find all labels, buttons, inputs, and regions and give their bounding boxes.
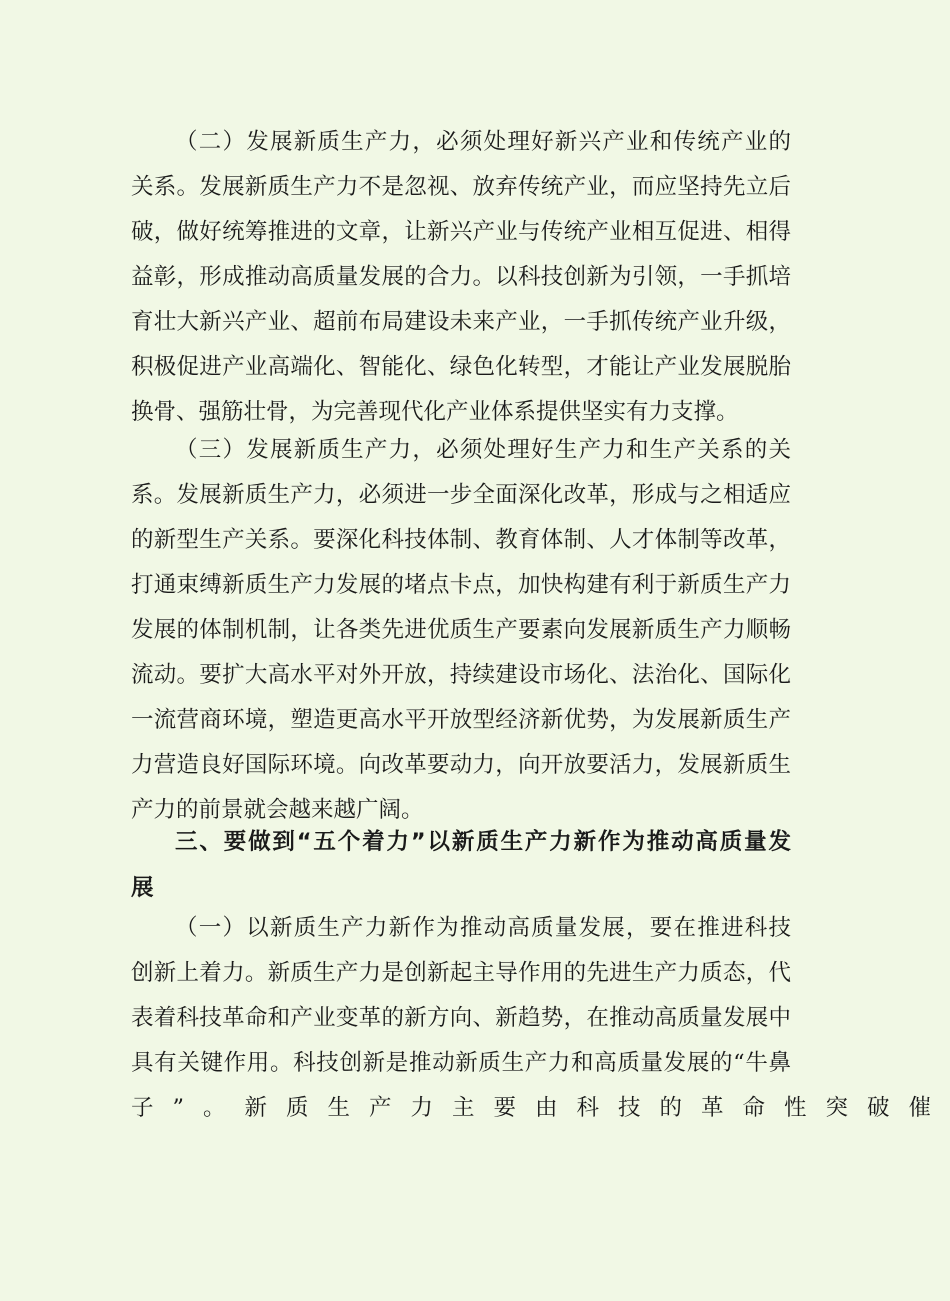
text-line: （三）发展新质生产力，必须处理好生产力和生产关系的关 bbox=[175, 437, 791, 463]
text-line: 表着科技革命和产业变革的新方向、新趋势，在推动高质量发展中 bbox=[131, 1005, 791, 1031]
text-line: 积极促进产业高端化、智能化、绿色化转型，才能让产业发展脱胎 bbox=[131, 354, 791, 380]
text-line: 打通束缚新质生产力发展的堵点卡点，加快构建有利于新质生产力 bbox=[131, 572, 791, 598]
paragraph-2 bbox=[131, 120, 791, 435]
heading-line: 展 bbox=[131, 875, 154, 901]
paragraph-4 bbox=[131, 906, 950, 1131]
text-line: 的新型生产关系。要深化科技体制、教育体制、人才体制等改革， bbox=[131, 527, 791, 553]
text-line: 换骨、强筋壮骨，为完善现代化产业体系提供坚实有力支撑。 bbox=[131, 399, 739, 425]
section-heading-3 bbox=[131, 819, 791, 911]
text-line: 益彰，形成推动高质量发展的合力。以科技创新为引领，一手抓培 bbox=[131, 264, 791, 290]
text-line: 力营造良好国际环境。向改革要动力，向开放要活力，发展新质生 bbox=[131, 752, 791, 778]
text-line: 一流营商环境，塑造更高水平开放型经济新优势，为发展新质生产 bbox=[131, 707, 791, 733]
text-line: 育壮大新兴产业、超前布局建设未来产业，一手抓传统产业升级， bbox=[131, 309, 791, 335]
paragraph-3 bbox=[131, 428, 791, 833]
text-line: 发展的体制机制，让各类先进优质生产要素向发展新质生产力顺畅 bbox=[131, 617, 791, 643]
text-line: 破，做好统筹推进的文章，让新兴产业与传统产业相互促进、相得 bbox=[131, 219, 791, 245]
text-line: 关系。发展新质生产力不是忽视、放弃传统产业，而应坚持先立后 bbox=[131, 174, 791, 200]
text-line: 流动。要扩大高水平对外开放，持续建设市场化、法治化、国际化 bbox=[131, 662, 791, 688]
text-line: 系。发展新质生产力，必须进一步全面深化改革，形成与之相适应 bbox=[131, 482, 791, 508]
text-line: 创新上着力。新质生产力是创新起主导作用的先进生产力质态，代 bbox=[131, 960, 791, 986]
text-line: 产力的前景就会越来越广阔。 bbox=[131, 797, 424, 823]
heading-line: 三、要做到“五个着力”以新质生产力新作为推动高质量发 bbox=[175, 829, 791, 855]
text-line: 具有关键作用。科技创新是推动新质生产力和高质量发展的“牛鼻 bbox=[131, 1050, 791, 1076]
text-line: （二）发展新质生产力，必须处理好新兴产业和传统产业的 bbox=[175, 129, 791, 155]
text-line: 子”。新质生产力主要由科技的革命性突破催 bbox=[131, 1095, 950, 1121]
text-line: （一）以新质生产力新作为推动高质量发展，要在推进科技 bbox=[175, 915, 791, 941]
